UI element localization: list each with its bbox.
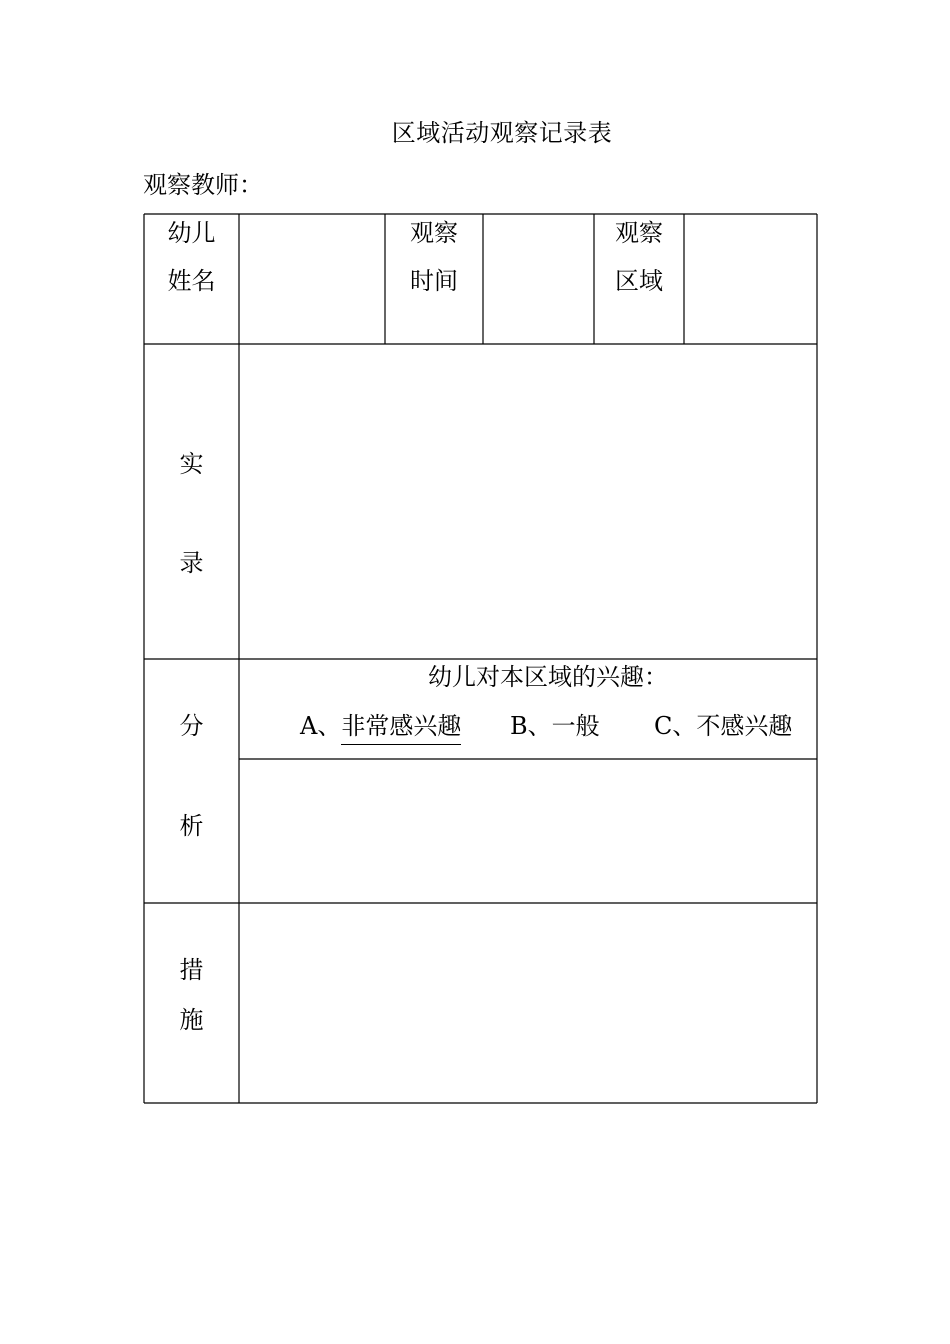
analysis-label-line-2: 析 xyxy=(179,812,204,840)
interest-option-c: C、不感兴趣 xyxy=(654,712,793,740)
analysis-label-line-1: 分 xyxy=(179,712,204,740)
observer-label: 观察教师： xyxy=(143,171,263,199)
page-title: 区域活动观察记录表 xyxy=(391,119,613,147)
measures-label-line-2: 施 xyxy=(179,1006,204,1034)
interest-question: 幼儿对本区域的兴趣： xyxy=(428,663,668,691)
observation-area-label xyxy=(594,209,684,305)
observation-time-label xyxy=(385,209,483,305)
observation-area-label-line-1: 观察 xyxy=(615,219,663,247)
record-label-line-2: 录 xyxy=(179,549,204,577)
interest-option-b: B、一般 xyxy=(510,712,600,740)
observation-area-label-line-2: 区域 xyxy=(615,267,663,295)
interest-option-a xyxy=(300,711,461,741)
interest-option-a-text: 非常感兴趣 xyxy=(341,712,461,745)
child-name-label-line-1: 幼儿 xyxy=(167,219,216,247)
record-label-line-1: 实 xyxy=(179,450,204,478)
observation-time-label-line-2: 时间 xyxy=(410,267,458,295)
child-name-label-line-2: 姓名 xyxy=(167,267,216,295)
measures-label-line-1: 措 xyxy=(179,956,204,984)
observation-time-label-line-1: 观察 xyxy=(410,219,458,247)
interest-option-a-prefix: A、 xyxy=(300,712,342,740)
child-name-label xyxy=(144,209,239,305)
